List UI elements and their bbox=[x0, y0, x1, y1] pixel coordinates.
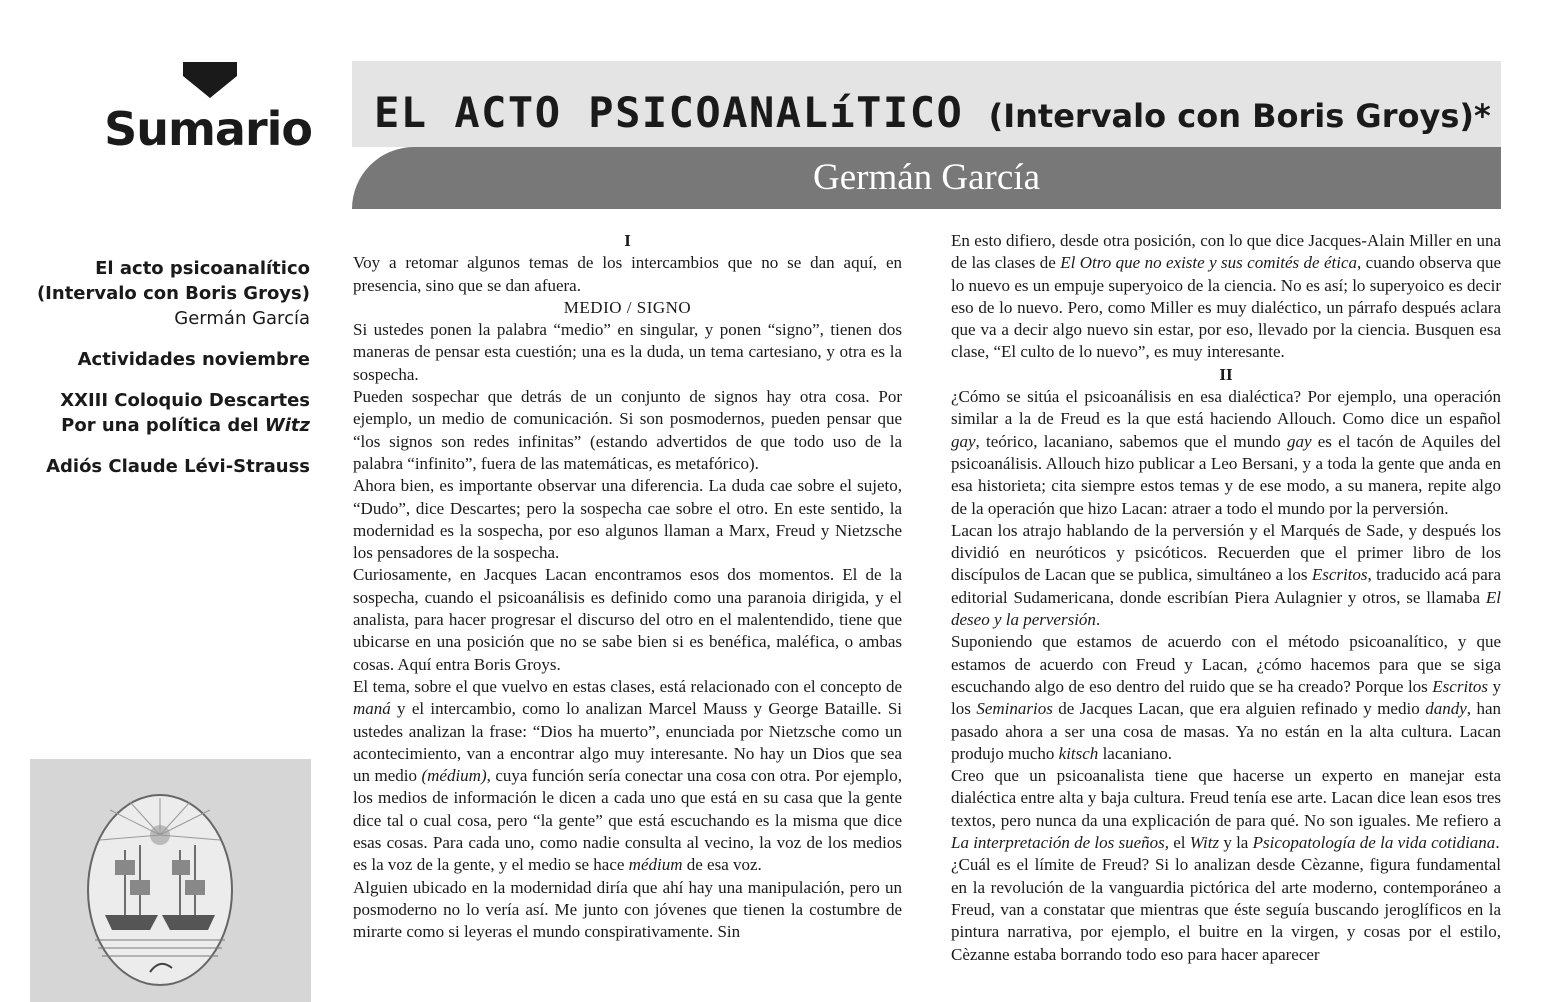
section-subtitle: MEDIO / SIGNO bbox=[563, 297, 692, 317]
paragraph: Voy a retomar algunos temas de los intercambios que no se dan aquí, en presencia, sino que se dan afuera. bbox=[353, 253, 902, 295]
toc-entry-coloquio[interactable] bbox=[30, 388, 310, 438]
paragraph: ¿Cuál es el límite de Freud? Si lo analizan desde Cèzanne, figura fundamental en la revolución de la vanguardia pictórica del arte moderno, contemporáneo a Freud, van a constatar que mientras que éste seguía buscando jeroglíficos en la pintura narrativa, por ejemplo, el buitre en la virgen, y cosas por el estilo, Cèzanne estaba borrando todo eso para hacer aparecer bbox=[951, 855, 1501, 964]
toc-entry-title: Actividades noviembre bbox=[77, 349, 310, 370]
paragraph: Curiosamente, en Jacques Lacan encontramos esos dos momentos. El de la sospecha, cuando el psicoanálisis es definido como una paranoia dirigida, y el analista, para hacer progresar el discurso del otro en el malentendido, tiene que ubicarse en una posición que no se sabe bien si es benéfica, maléfica, o ambas cosas. Aquí entra Boris Groys. bbox=[353, 565, 902, 674]
toc-entry-title: El acto psicoanalítico bbox=[95, 258, 310, 279]
toc-entry-title: XXIII Coloquio Descartes bbox=[60, 390, 310, 411]
paragraph: Ahora bien, es importante observar una diferencia. La duda cae sobre el sujeto, “Dudo”, dice Descartes; pero la sospecha cae sobre el otro. En este sentido, la modernidad es la sospecha, por eso algunos llaman a Marx, Freud y Nietzsche los pensadores de la sospecha. bbox=[353, 476, 902, 563]
paragraph: Creo que un psicoanalista tiene que hacerse un experto en manejar esta dialéctica entre alta y baja cultura. Freud tenía ese arte. Lacan dice lean esos tres textos, pero nunca da una explicación de para qué. No son iguales. Me refiero a La interpretación de los sueños, el Witz y la Psicopatología de la vida cotidiana. bbox=[951, 766, 1501, 853]
ship-emblem-image bbox=[80, 790, 240, 990]
table-of-contents bbox=[30, 256, 310, 495]
down-arrow-icon bbox=[183, 62, 237, 98]
paragraph: El tema, sobre el que vuelvo en estas clases, está relacionado con el concepto de maná y el intercambio, como lo analizan Marcel Mauss y George Bataille. Si ustedes analizan la frase: “Dios ha muerto”, enunciada por Nietzsche como un acontecimiento, van a encontrar algo muy interesante. No hay un Dios que sea un medio (médium), cuya función sería conectar una cosa con otra. Por ejemplo, los medios de información le dicen a cada uno que está en su casa que la gente dice tal o cual cosa, pero “la gente” que está escuchando es la misma que dice esas cosas. Para cada uno, como nadie consulta al vecino, la voz de los medios es la voz de la gente, y el medio se hace médium de esa voz. bbox=[353, 676, 902, 875]
paragraph: En esto difiero, desde otra posición, con lo que dice Jacques-Alain Miller en una de las clases de El Otro que no existe y sus comités de ética, cuando observa que lo nuevo es un empuje superyoico de la ciencia. No es así; lo superyoico es decir eso de lo nuevo. Pero, como Miller es muy dialéctico, un párrafo después aclara que va a decir algo nuevo sin estar, por eso, llevado por la ciencia. Busquen esa clase, “El culto de lo nuevo”, es muy interesante. bbox=[951, 231, 1501, 362]
article-author: Germán García bbox=[812, 157, 1040, 198]
toc-entry-subtitle: (Intervalo con Boris Groys) bbox=[36, 283, 310, 304]
title-subtitle: (Intervalo con Boris Groys)* bbox=[988, 97, 1491, 135]
article-title bbox=[374, 88, 1491, 137]
paragraph: ¿Cómo se sitúa el psicoanálisis en esa dialéctica? Por ejemplo, una operación similar a la de Freud es la que está haciendo Allouch. Como dice un español gay, teórico, lacaniano, sabemos que el mundo gay es el tacón de Aquiles del psicoanálisis. Allouch hizo publicar a Leo Bersani, y a toda la gente que anda en esa historieta; cita siempre estos temas y de ese modo, a su manera, repite algo de la operación que hizo Lacan: atraer a todo el mundo por la perversión. bbox=[951, 387, 1501, 518]
toc-entry-actividades[interactable] bbox=[30, 347, 310, 372]
toc-entry-subtitle: Por una política del Witz bbox=[61, 415, 310, 436]
section-number: II bbox=[1219, 364, 1233, 384]
paragraph: Suponiendo que estamos de acuerdo con el método psicoanalítico, y que estamos de acuerdo con Freud y Lacan, ¿cómo hacemos para que se siga escuchando algo de eso dentro del ruido que se ha creado? Porque los Escritos y los Seminarios de Jacques Lacan, que era alguien refinado y medio dandy, han pasado ahora a ser una cosa de masas. Ya no están en la alta cultura. Lacan produjo mucho kitsch lacaniano. bbox=[951, 632, 1502, 763]
toc-entry-author: Germán García bbox=[174, 308, 310, 329]
sumario-heading: Sumario bbox=[104, 102, 312, 156]
toc-entry-acto[interactable] bbox=[30, 256, 310, 331]
paragraph: Si ustedes ponen la palabra “medio” en singular, y ponen “signo”, tienen dos maneras de pensar esta cuestión; una es la duda, un tema cartesiano, y otra es la sospecha. bbox=[353, 320, 902, 384]
article-column-2 bbox=[951, 230, 1501, 966]
title-main: EL ACTO PSICOANALíTICO bbox=[374, 88, 964, 137]
paragraph: Pueden sospechar que detrás de un conjunto de signos hay otra cosa. Por ejemplo, un medio de comunicación. Si son posmodernos, pueden pensar que “los signos son redes infinitas” (estando advertidos de que todo uso de la palabra “infinito”, fuera de las matemáticas, es metafórico). bbox=[353, 387, 902, 473]
section-number: I bbox=[624, 231, 631, 250]
paragraph: Lacan los atrajo hablando de la perversión y el Marqués de Sade, y después los dividió en neuróticos y psicóticos. Recuerden que el primer libro de los discípulos de Lacan que se publica, simultáneo a los Escritos, traducido acá para editorial Sudamericana, donde escribían Piera Aulagnier y otros, se llamaba El deseo y la perversión. bbox=[951, 520, 1501, 630]
paragraph: Alguien ubicado en la modernidad diría que ahí hay una manipulación, pero un posmoderno no lo vería así. Me junto con jóvenes que tienen la costumbre de mirarte como si leyeras el mundo conspirativamente. Sin bbox=[353, 877, 902, 942]
article-column-1 bbox=[353, 230, 902, 944]
toc-entry-title: Adiós Claude Lévi-Strauss bbox=[46, 456, 310, 477]
toc-entry-levi-strauss[interactable] bbox=[30, 454, 310, 479]
